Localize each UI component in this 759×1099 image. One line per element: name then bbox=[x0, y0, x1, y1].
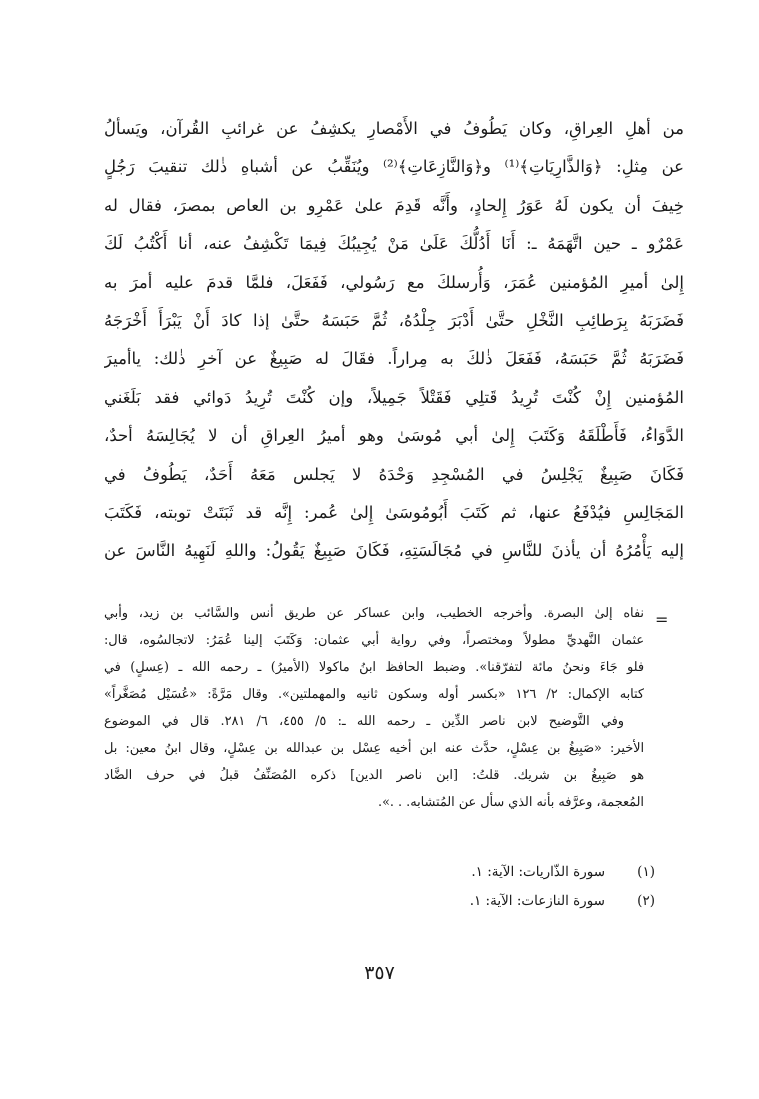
footnote-line-1: نفاه إلىٰ البصرة. وأخرجه الخطيب، وابن عساكر عن طريق أنس والسَّائب بن زيد، وأبي bbox=[104, 606, 644, 621]
footnote-line-2: عثمان النَّهديِّ مطولاً ومختصراً، وفي رواية أبي عثمان: وَكَتَبَ إلينا عُمَرُ: لاتجالسُوه، قال: bbox=[104, 633, 644, 648]
verse-reference-2 bbox=[355, 887, 655, 916]
verse-reference-number: (٢) bbox=[637, 893, 655, 909]
body-line-4: عَمْرٌو ـ حين اتَّهَمَهُ ـ: أَنَا أَدُلُّكَ عَلَىٰ مَنْ يُجِيبُكَ فِيمَا تَكْشِفُ عنه، أنا أَكْتُبُ لَكَ bbox=[104, 234, 684, 254]
footnote-continuation-mark: = bbox=[655, 610, 669, 629]
footnote-line-4: كتابه الإكمال: ٢/ ١٢٦ «بكسر أوله وسكون ثانيه والمهملتين». وقال مَرَّةً: «عُسَيْل مُصَغَّراً» bbox=[104, 687, 644, 702]
verse-reference-number: (١) bbox=[637, 864, 655, 880]
body-line-7: فَضَرَبَهُ ثُمَّ حَبَسَهُ، فَفَعَلَ ذٰلكَ به مِراراً. فقَالَ له صَبِيغٌ عن آخرِ ذٰلك: ياأميرَ bbox=[104, 349, 684, 369]
body-line-5: إِلىٰ أميرِ المُؤمنين عُمَرَ، وَأُرسلكَ مع رَسُولي، فَفَعَلَ، فلمَّا قدمَ عليه أمرَ به bbox=[104, 272, 684, 292]
body-line-10: فَكَانَ صَبِيغٌ يَجْلِسُ في المُسْجِدِ وَحْدَهُ لا يَجلس مَعَهُ أَحَدٌ، يَطُوفُ في bbox=[104, 464, 684, 484]
body-line-11: المَجَالِسِ فيُدْفَعُ عنها، ثم كَتَبَ أَبُومُوسَىٰ إِلىٰ عُمر: إِنَّه قد ثَبَتَتْ توبته، فَكَتَبَ bbox=[104, 502, 684, 522]
body-line-1: من أهلِ العِراقِ، وكان يَطُوفُ في الأَمْصارِ يكشِفُ عن غرائبِ القُرآن، ويَسألُ bbox=[104, 119, 684, 138]
main-body-text bbox=[104, 110, 684, 571]
footnote-line-3: فلو جَاءَ ونحنُ مائة لتفرّقنا». وضبط الحافظ ابنُ ماكولا (الأميرُ) ـ رحمه الله ـ (عِسلٍ) في bbox=[104, 660, 644, 675]
body-line-3: خِيفَ أن يكون لَهُ عَوَرُ إِلحادٍ، وأَنَّه قَدِمَ علىٰ عَمْرِو بن العاص بمصرَ، فقال له bbox=[104, 195, 684, 215]
verse-reference-text: سورة الذّاريات: الآية: ١. bbox=[471, 864, 605, 880]
body-line-2: عن مِثلِ: ﴿وَالذَّارِيَاتِ﴾⁽¹⁾ و﴿وَالنَّازِعَاتِ﴾⁽²⁾ ويُنَقِّبُ عن أشباهِ ذٰلك تنقيبَ رَجُلٍ bbox=[104, 157, 684, 177]
body-line-8: المُؤمنين إِنْ كُنْتَ تُرِيدُ قَتلِي فَقَتْلاً جَمِيلاً، وإن كُنْتَ تُرِيدُ دَوائي فقد بَلَغَني bbox=[104, 387, 684, 407]
verse-references bbox=[355, 858, 655, 916]
verse-reference-1 bbox=[355, 858, 655, 887]
page-number: ٣٥٧ bbox=[364, 962, 395, 984]
body-line-12: إليه يَأْمُرُهُ أن يأذنَ للنَّاسِ في مُجَالَسَتِهِ، فَكَانَ صَبِيغٌ يَقُولُ: واللهِ لَنَهِيهُ النَّاسَ عن bbox=[104, 541, 684, 561]
footnote-line-8: المُعجمة، وعرَّفه بأنه الذي سأل عن المُتشابه. . .». bbox=[378, 795, 644, 810]
footnote-line-5: وفي التَّوضيح لابن ناصر الدِّين ـ رحمه الله ـ: ٥/ ٤٥٥، ٦/ ٢٨١. قال في الموضوع bbox=[104, 714, 624, 729]
footnote-line-7: هو صَبِيغُ بن شريك. قلتُ: [ابن ناصر الدين] ذكره المُصَنِّفُ قبلُ في حرف الضَّاد bbox=[104, 768, 644, 783]
verse-reference-text: سورة النازعات: الآية: ١. bbox=[469, 893, 605, 909]
body-line-9: الدَّوَاءُ، فَأَطْلَقَهُ وَكَتَبَ إِلىٰ أبي مُوسَىٰ وهو أميرُ العِراقِ أن لا يُجَالِسَهُ أحدٌ، bbox=[104, 426, 684, 446]
body-line-6: فَضَرَبَهُ بِرَطائِبِ النَّخْلِ حتَّىٰ أَدْبَرَ جِلْدُهُ، ثُمَّ حَبَسَهُ حتَّىٰ إذا كادَ أَنْ يَبْرَأَ أَخْرَجَهُ bbox=[104, 310, 684, 330]
footnote-block bbox=[104, 600, 644, 816]
footnote-line-6: الأخير: «صَبِيغُ بن عِسْلٍ، حدَّث عنه ابن أخيه عِسْل بن عبدالله بن عِسْلٍ، وقال ابنُ معين: بل bbox=[104, 741, 644, 756]
